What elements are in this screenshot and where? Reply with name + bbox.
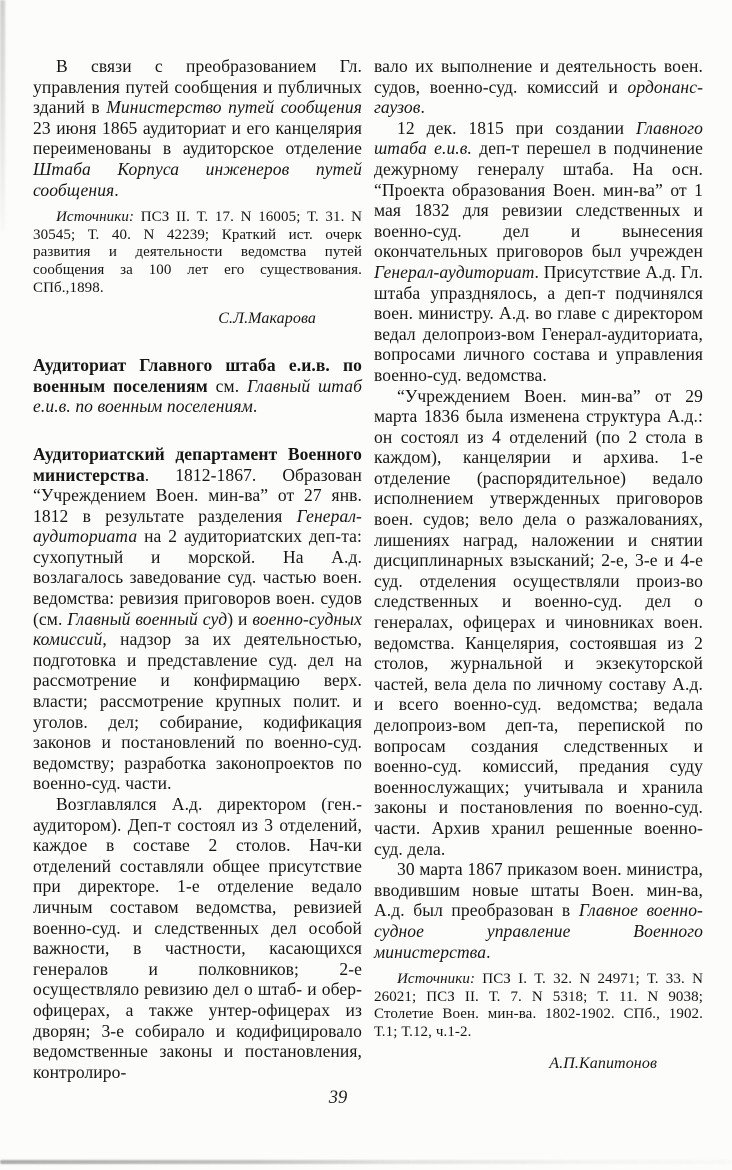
text-segment: Штаба Корпуса инженеров путей сообщения [33,158,362,200]
text-segment: Источники: [397,971,476,988]
entry-cross-reference [33,355,362,417]
sources-paragraph [33,209,362,297]
text-segment: ) и [227,608,253,629]
text-segment: Аудиториат Главного штаба е.и.в. по военным поселениям [33,355,362,396]
sources-paragraph [374,971,703,1041]
text-segment: . [114,179,119,200]
text-segment: военно-судных комиссий [33,608,363,650]
text-segment: . Присутствие А.д. Гл. штаба упразднялось, а деп-т подчинялся воен. министру. А.д. во главе с директором ведал делопроиз-вом Генерал-аудиториата, вопросами личного состава и управления военно-суд. ведомства. [374,261,703,385]
text-segment: 12 дек. 1815 при создании [397,117,636,138]
text-segment: , надзор за их деятельностью, подготовка и представление суд. дел на рассмотрение и конфирмацию верх. власти; рассмотрение крупных полит. и уголов. дел; собирание, кодификация законов и постановлений по военно-суд. ведомству; разработка законопроектов по военно-суд. части. [33,629,362,794]
text-segment: С.Л.Макарова [218,310,316,328]
page-number: 39 [328,1088,348,1108]
text-columns [33,56,703,1082]
text-segment: Главного штаба е.и.в. [374,117,703,159]
text-segment: А.П.Капитонов [549,1054,657,1072]
text-segment: деп-т перешел в подчинение дежурному генералу штаба. На осн. “Проекта образования Воен. мин-ва” от 1 мая 1832 для ревизии следственных и военно-суд. дел и вынесения окончательных приговоров был учрежден [374,138,703,262]
text-segment: ПСЗ I. Т. 32. N 24971; Т. 33. N 26021; ПСЗ II. Т. 7. N 5318; Т. 11. N 9038; Столетие Воен. мин-ва. 1802-1902. СПб., 1902. Т.1; Т.12, ч.1-2. [374,971,703,1040]
text-segment: . [486,941,491,962]
text-segment: В связи с преобразованием Гл. управления путей сообщения и публичных зданий в [33,56,362,118]
text-segment: ордонанс-гаузов [374,76,703,118]
text-segment: . [420,97,425,118]
text-segment: Источники: [56,209,135,226]
body-paragraph [374,118,703,386]
text-segment: на 2 аудиториатских деп-та: сухопутный и морской. На А.д. возлагалось заведование суд. частью воен. ведомства: ревизия приговоров воен. судов (см. [33,526,362,629]
body-paragraph [374,386,703,860]
text-segment: Генерал-аудиториата [33,505,362,547]
entry-continuation-paragraph [33,56,362,200]
text-segment: ПСЗ II. Т. 17. N 16005; Т. 31. N 30545; Т. 40. N 42239; Краткий ист. очерк развития и деятельности ведомства путей сообщения за 100 лет его существования. СПб.,1898. [33,209,362,296]
text-segment: Главный штаб е.и.в. по военным поселениям [33,375,363,417]
right-column [374,56,703,1082]
body-paragraph [374,859,703,962]
body-paragraph [33,794,362,1082]
text-segment: вало их выполнение и деятельность воен. судов, военно-суд. комиссий и [374,56,703,97]
text-segment: . [252,396,258,417]
entry-article [33,444,362,794]
text-segment: Генерал-аудиториат [374,261,535,282]
text-segment: “Учреждением Воен. мин-ва” от 29 марта 1836 была изменена структура А.д.: он состоял из 4 отделений (по 2 стола в каждом), канцелярии и архива. 1-е отделение (распорядительное) ведало исполнением утвержденных приговоров воен. судов; вело дела о разжалованиях, лишениях наград, наложении и снятии дисциплинарных взысканий; 2-е, 3-е и 4-е суд. отделения осуществляли произ-во следственных и военно-суд. дел о генералах, офицерах и чиновниках воен. ведомства. Канцелярия, состоявшая из 2 столов, журнальной и экзекуторской частей, вела дела по личному составу А.д. и всего военно-суд. ведомства; ведала делопроиз-вом деп-та, перепиской по вопросам создания следственных и военно-суд. комиссий, предания суду военнослужащих; учитывала и хранила законы и постановления по военно-суд. части. Архив хранил решенные военно-суд. дела. [374,385,703,859]
column-continuation-paragraph [374,56,703,118]
text-segment: . 1812-1867. Образован “Учреждением Воен. мин-ва” от 27 янв. 1812 в результате разделения [33,464,362,526]
text-segment: 23 июня 1865 аудиториат и его канцелярия переименованы в аудиторское отделение [33,117,362,159]
text-segment: Министерство путей сообщения [106,97,362,118]
scan-edge-artifact-left [0,0,5,230]
text-segment: см. [207,375,247,396]
text-segment: Главный военный суд [67,608,228,629]
left-column [33,56,362,1082]
text-segment: 30 марта 1867 приказом воен. министра, вводившим новые штаты Воен. мин-ва, А.д. был преобразован в [374,859,703,921]
text-segment: Аудиториатский департамент Военного министерства [33,443,362,485]
author-signature [33,309,362,328]
author-signature [374,1054,703,1073]
scan-edge-artifact-bottom [0,1160,732,1164]
text-segment: Главное военно-судное управление Военного министерства [374,900,703,962]
text-segment: Возглавлялся А.д. директором (ген.-аудитором). Деп-т состоял из 3 отделений, каждое в составе 2 столов. Нач-ки отделений составляли общее присутствие при директоре. 1-е отделение ведало личным составом ведомства, ревизией военно-суд. и следственных дел особой важности, в частности, касающихся генералов и полковников; 2-е осуществляло ревизию дел о штаб- и обер-офицерах, а также унтер-офицерах из дворян; 3-е собирало и кодифицировало ведомственные законы и постановления, контролиро- [33,794,362,1082]
